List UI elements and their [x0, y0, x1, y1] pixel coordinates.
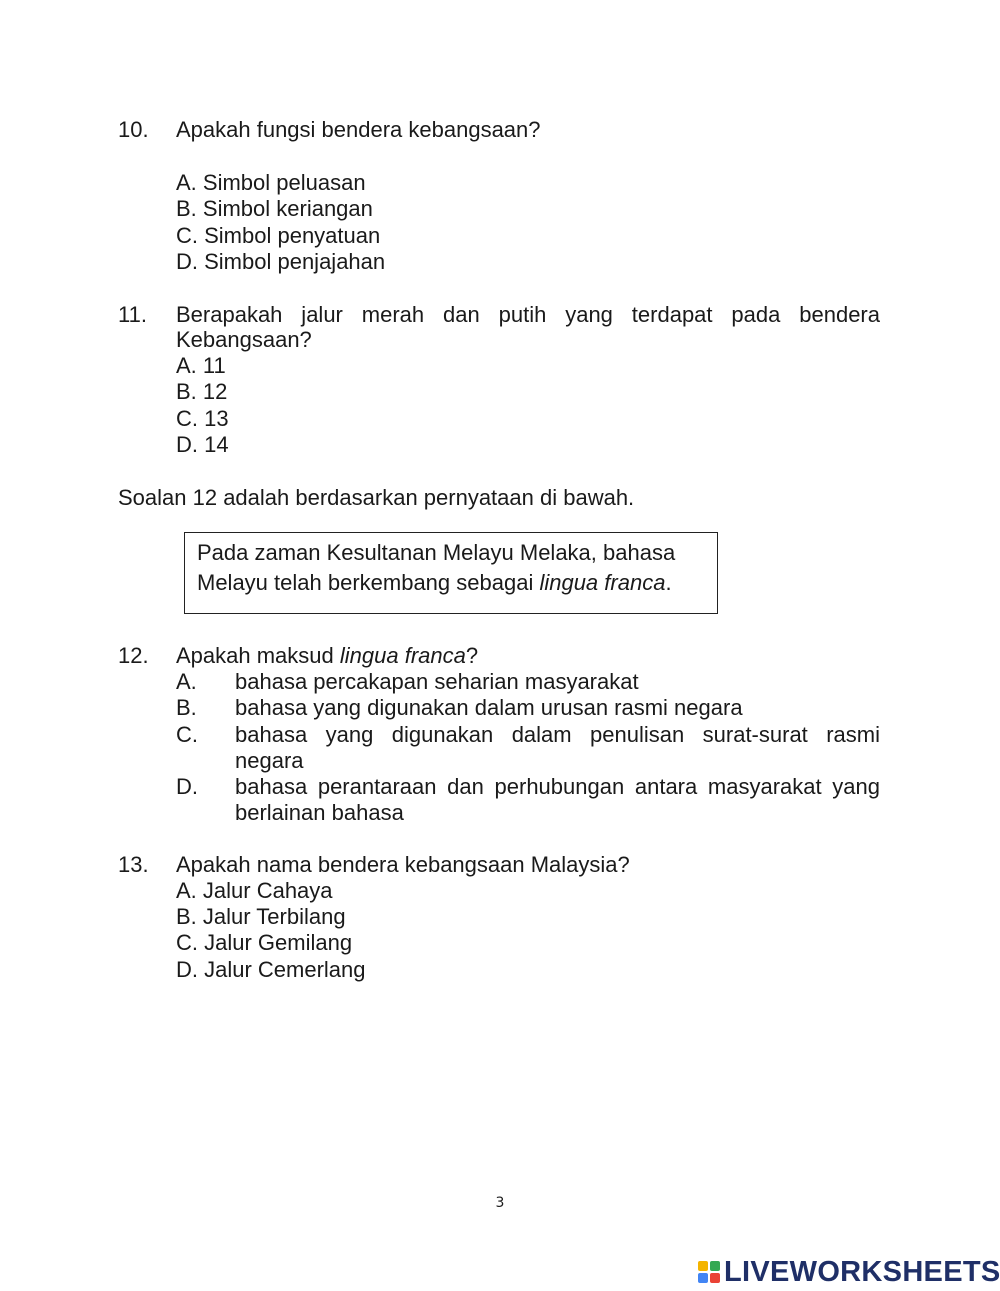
logo-square [710, 1273, 720, 1283]
answer-option: C. Simbol penyatuan [176, 223, 381, 248]
answer-option: D. Jalur Cemerlang [176, 957, 366, 982]
answer-option: C. 13 [176, 406, 229, 431]
option-text: negara [235, 748, 304, 773]
page-number: 3 [495, 1195, 505, 1211]
answer-option: C. Jalur Gemilang [176, 930, 353, 955]
answer-option: A. Jalur Cahaya [176, 878, 333, 903]
question-italic-term: lingua franca [339, 643, 466, 668]
question-text [176, 643, 478, 669]
logo-square [698, 1273, 708, 1283]
option-text: bahasa yang digunakan dalam urusan rasmi negara [235, 695, 743, 720]
brand-name: LIVEWORKSHEETS [724, 1256, 1000, 1288]
stimulus-intro: Soalan 12 adalah berdasarkan pernyataan di bawah. [118, 485, 635, 510]
question-number: 11. [118, 302, 147, 327]
answer-option: B. Simbol keriangan [176, 196, 373, 221]
answer-option: B. Jalur Terbilang [176, 904, 346, 929]
answer-option: A. Simbol peluasan [176, 170, 366, 195]
logo-mark-icon [698, 1261, 720, 1283]
question-number: 13. [118, 852, 149, 877]
stimulus-box [184, 532, 718, 614]
stimulus-line [197, 570, 672, 596]
question-text: Apakah fungsi bendera kebangsaan? [176, 117, 541, 142]
option-text: berlainan bahasa [235, 800, 404, 825]
option-letter: B. [176, 695, 197, 720]
option-text: bahasa percakapan seharian masyarakat [235, 669, 639, 694]
answer-option: A. 11 [176, 353, 226, 378]
logo-square [698, 1261, 708, 1271]
stimulus-text: Melayu telah berkembang sebagai [197, 570, 540, 595]
question-text-line: Berapakah jalur merah dan putih yang terdapat pada bendera [176, 302, 880, 327]
option-text: bahasa yang digunakan dalam penulisan surat-surat rasmi [235, 722, 880, 747]
question-text-line: Kebangsaan? [176, 327, 312, 352]
question-number: 12. [118, 643, 149, 668]
question-text: Apakah nama bendera kebangsaan Malaysia? [176, 852, 630, 877]
stimulus-text: . [665, 570, 672, 595]
stimulus-italic-term: lingua franca [539, 570, 666, 595]
question-text-part: ? [465, 643, 479, 668]
answer-option: B. 12 [176, 379, 228, 404]
logo-square [710, 1261, 720, 1271]
option-text: bahasa perantaraan dan perhubungan antara masyarakat yang [235, 774, 880, 799]
answer-option: D. Simbol penjajahan [176, 249, 386, 274]
option-letter: C. [176, 722, 198, 747]
question-number: 10. [118, 117, 149, 142]
question-text-part: Apakah maksud [176, 643, 340, 668]
option-letter: D. [176, 774, 198, 799]
stimulus-line: Pada zaman Kesultanan Melayu Melaka, bahasa [197, 540, 676, 565]
answer-option: D. 14 [176, 432, 229, 457]
liveworksheets-logo [698, 1255, 1000, 1289]
option-letter: A. [176, 669, 197, 694]
